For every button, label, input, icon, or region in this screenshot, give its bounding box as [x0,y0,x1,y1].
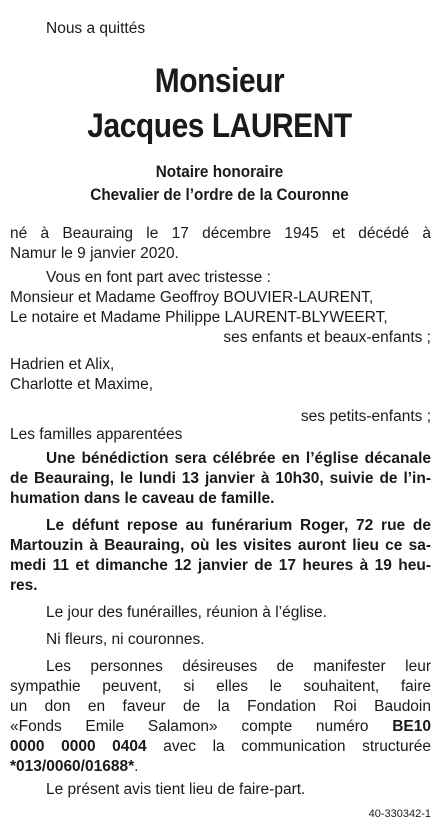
funerarium-line-1: Le défunt repose au funérarium Roger, 72 rue de [46,517,431,534]
funerarium-line-3: medi 11 et dimanche 12 janvier de 17 heures à 19 heu- [10,557,431,574]
donation-line-3: un don en faveur de la Fondation Roi Baudoin [10,698,431,715]
reunion-paragraph [10,603,431,623]
reference-number: 40-330342-1 [368,808,431,820]
funerarium-line-2: Martouzin à Beauraing, où les visites auront lieu ce sa- [10,537,431,554]
donation-line-5 [10,737,431,757]
blessing-line-1: Une bénédiction sera célébrée en l’église décanale [46,450,431,467]
intro-text: Nous a quittés [46,20,146,37]
donation-line-5-text: avec la communication structurée [163,738,431,755]
title-notary: Notaire honoraire [155,162,284,181]
funerarium-paragraph [10,516,431,596]
deceased-name: Jacques LAURENT [87,107,352,145]
structured-communication: *013/0060/01688* [10,758,135,775]
flowers-paragraph [10,630,431,650]
donation-line-2: sympathie peuvent, si elles le souhaitent, faire [10,678,431,695]
account-number-part-2: 0000 0000 0404 [10,738,147,755]
donation-line-4 [10,717,431,737]
grandchildren-line-1: Hadrien et Alix, [10,356,115,373]
birth-death-paragraph [10,224,431,264]
donation-line-1: Les personnes désireuses de manifester leur [46,658,431,675]
honorific: Monsieur [154,62,285,100]
birth-line-1: né à Beauraing le 17 décembre 1945 et décédé à [10,225,431,242]
closing-line: Le présent avis tient lieu de faire-part. [46,781,306,798]
grandchildren-label: ses petits-enfants ; [300,408,431,425]
children-line-1: Monsieur et Madame Geoffroy BOUVIER-LAURENT, [10,289,374,306]
children-line-2: Le notaire et Madame Philippe LAURENT-BLYWEERT, [10,309,388,326]
related-families-line: Les familles apparentées [10,426,183,443]
children-label: ses enfants et beaux-enfants ; [223,329,431,346]
funerarium-line-4: res. [10,577,38,594]
title-order: Chevalier de l’ordre de la Couronne [90,185,349,204]
account-number-part-1: BE10 [392,718,431,735]
reunion-line: Le jour des funérailles, réunion à l’église. [46,604,327,621]
birth-line-2: Namur le 9 janvier 2020. [10,245,179,262]
announce-line: Vous en font part avec tristesse : [46,269,271,286]
family-block [10,268,431,348]
donation-paragraph [10,657,431,777]
related-families [10,425,431,445]
donation-end: . [134,758,139,775]
donation-line-6 [10,757,431,777]
blessing-line-3: humation dans le caveau de famille. [10,490,275,507]
blessing-line-2: de Beauraing, le lundi 13 janvier à 10h30, suivie de l’in- [10,470,431,487]
donation-line-4-text: «Fonds Emile Salamon» compte numéro [10,718,369,735]
grandchildren-line-2: Charlotte et Maxime, [10,376,153,393]
closing-paragraph [10,780,431,800]
flowers-line: Ni fleurs, ni couronnes. [46,631,205,648]
grandchildren-block [10,355,431,427]
blessing-paragraph [10,449,431,509]
